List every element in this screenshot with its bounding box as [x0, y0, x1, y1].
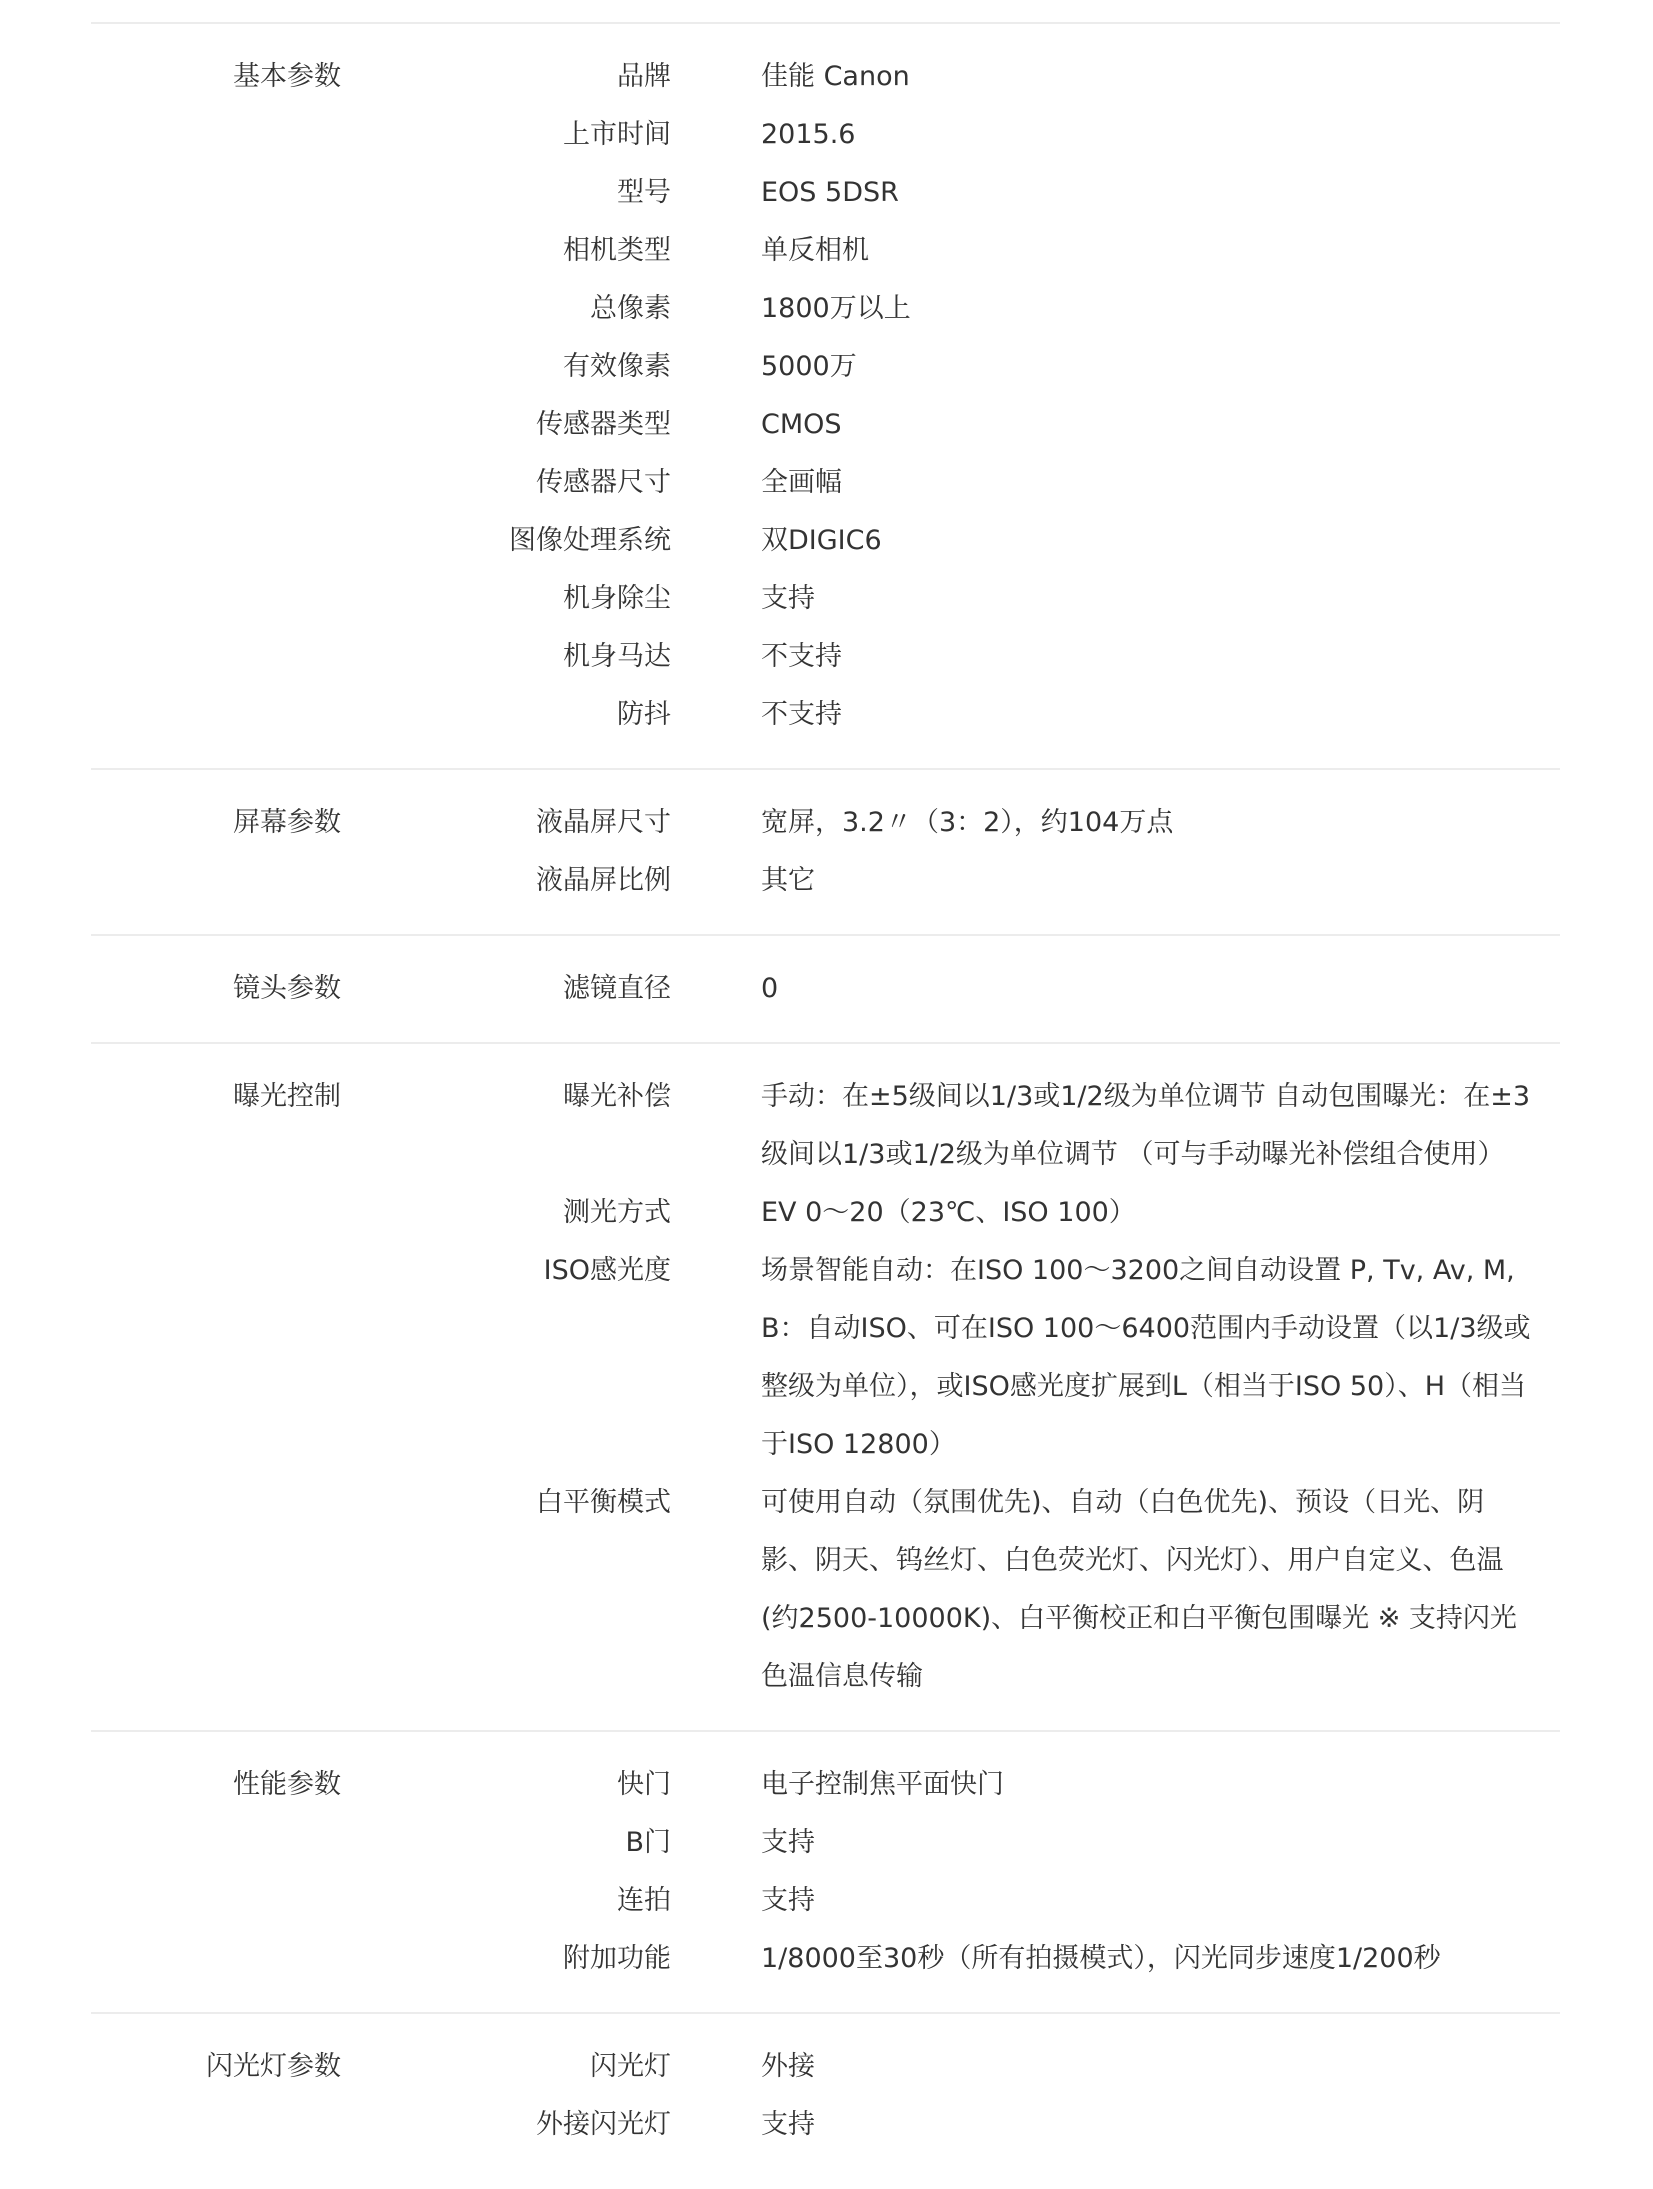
- param-name: 有效像素: [563, 351, 671, 382]
- section-lens: [91, 936, 1560, 1044]
- section-title: 基本参数: [233, 61, 341, 92]
- param-name: 图像处理系统: [509, 525, 671, 556]
- param-name: 传感器尺寸: [536, 467, 671, 498]
- spec-row: [341, 2096, 1560, 2154]
- spec-row: [341, 1756, 1560, 1814]
- param-name: 白平衡模式: [536, 1487, 671, 1518]
- param-name: 品牌: [617, 61, 671, 92]
- section-title: 曝光控制: [233, 1081, 341, 1112]
- param-value: 佳能 Canon: [761, 61, 910, 92]
- param-name: 附加功能: [563, 1943, 671, 1974]
- section-basic: [91, 24, 1560, 770]
- section-rows: [341, 794, 1560, 910]
- spec-row: [341, 454, 1560, 512]
- param-name: 测光方式: [563, 1197, 671, 1228]
- section-rows: [341, 1068, 1560, 1706]
- param-value: 外接: [761, 2051, 815, 2082]
- param-name: 液晶屏比例: [536, 865, 671, 896]
- param-value: 可使用自动（氛围优先)、自动（白色优先)、预设（日光、阴影、阴天、钨丝灯、白色荧光灯、闪光灯）、用户自定义、色温(约2500-10000K)、白平衡校正和白平衡包围曝光 ※ 支持闪光色温信息传输: [761, 1487, 1517, 1692]
- param-name: 液晶屏尺寸: [536, 807, 671, 838]
- section-flash: [91, 2014, 1560, 2178]
- spec-table: [91, 22, 1560, 2178]
- spec-row: [341, 338, 1560, 396]
- param-name: 传感器类型: [536, 409, 671, 440]
- section-title: 屏幕参数: [233, 807, 341, 838]
- spec-row: [341, 222, 1560, 280]
- section-rows: [341, 2038, 1560, 2154]
- param-name: 型号: [617, 177, 671, 208]
- param-value: 支持: [761, 2109, 815, 2140]
- spec-row: [341, 1872, 1560, 1930]
- section-title: 闪光灯参数: [206, 2051, 341, 2082]
- param-value: 支持: [761, 1827, 815, 1858]
- spec-row: [341, 1474, 1560, 1706]
- spec-row: [341, 1242, 1560, 1474]
- param-name: 防抖: [617, 699, 671, 730]
- param-value: 不支持: [761, 641, 842, 672]
- param-name: 上市时间: [563, 119, 671, 150]
- param-value: 双DIGIC6: [761, 525, 882, 556]
- param-value: 其它: [761, 865, 815, 896]
- param-value: 手动：在±5级间以1/3或1/2级为单位调节 自动包围曝光：在±3级间以1/3或1/2级为单位调节 （可与手动曝光补偿组合使用）: [761, 1081, 1531, 1170]
- param-name: 总像素: [590, 293, 671, 324]
- param-value: 单反相机: [761, 235, 869, 266]
- spec-row: [341, 686, 1560, 744]
- param-value: 支持: [761, 583, 815, 614]
- section-title: 镜头参数: [233, 973, 341, 1004]
- param-value: 场景智能自动：在ISO 100～3200之间自动设置 P, Tv, Av, M, B：自动ISO、可在ISO 100～6400范围内手动设置（以1/3级或整级为单位），或ISO感光度扩展到L（相当于ISO 50）、H（相当于ISO 12800）: [761, 1255, 1531, 1460]
- section-rows: [341, 960, 1560, 1018]
- param-name: B门: [625, 1827, 671, 1858]
- spec-row: [341, 960, 1560, 1018]
- spec-row: [341, 570, 1560, 628]
- spec-row: [341, 1814, 1560, 1872]
- param-value: 1800万以上: [761, 293, 911, 324]
- spec-row: [341, 106, 1560, 164]
- param-value: 支持: [761, 1885, 815, 1916]
- spec-row: [341, 396, 1560, 454]
- param-value: 电子控制焦平面快门: [761, 1769, 1004, 1800]
- section-performance: [91, 1732, 1560, 2014]
- param-name: 连拍: [617, 1885, 671, 1916]
- param-name: 滤镜直径: [563, 973, 671, 1004]
- section-title: 性能参数: [233, 1769, 341, 1800]
- param-value: 全画幅: [761, 467, 842, 498]
- param-value: 2015.6: [761, 119, 856, 150]
- param-name: 外接闪光灯: [536, 2109, 671, 2140]
- spec-row: [341, 628, 1560, 686]
- spec-row: [341, 512, 1560, 570]
- spec-row: [341, 280, 1560, 338]
- section-rows: [341, 1756, 1560, 1988]
- param-value: 不支持: [761, 699, 842, 730]
- param-value: 5000万: [761, 351, 857, 382]
- param-name: 机身除尘: [563, 583, 671, 614]
- param-value: 宽屏，3.2〃（3：2），约104万点: [761, 807, 1174, 838]
- section-exposure: [91, 1044, 1560, 1732]
- param-name: 相机类型: [563, 235, 671, 266]
- spec-row: [341, 1068, 1560, 1184]
- param-name: ISO感光度: [543, 1255, 671, 1286]
- spec-row: [341, 852, 1560, 910]
- section-screen: [91, 770, 1560, 936]
- spec-row: [341, 48, 1560, 106]
- param-value: CMOS: [761, 409, 842, 440]
- param-value: EOS 5DSR: [761, 177, 899, 208]
- param-value: 1/8000至30秒（所有拍摄模式），闪光同步速度1/200秒: [761, 1943, 1441, 1974]
- spec-row: [341, 164, 1560, 222]
- param-value: 0: [761, 973, 779, 1004]
- param-value: EV 0～20（23℃、ISO 100）: [761, 1197, 1136, 1228]
- spec-row: [341, 794, 1560, 852]
- param-name: 闪光灯: [590, 2051, 671, 2082]
- param-name: 快门: [617, 1769, 671, 1800]
- param-name: 机身马达: [563, 641, 671, 672]
- spec-row: [341, 1184, 1560, 1242]
- spec-row: [341, 2038, 1560, 2096]
- spec-row: [341, 1930, 1560, 1988]
- section-rows: [341, 48, 1560, 744]
- param-name: 曝光补偿: [563, 1081, 671, 1112]
